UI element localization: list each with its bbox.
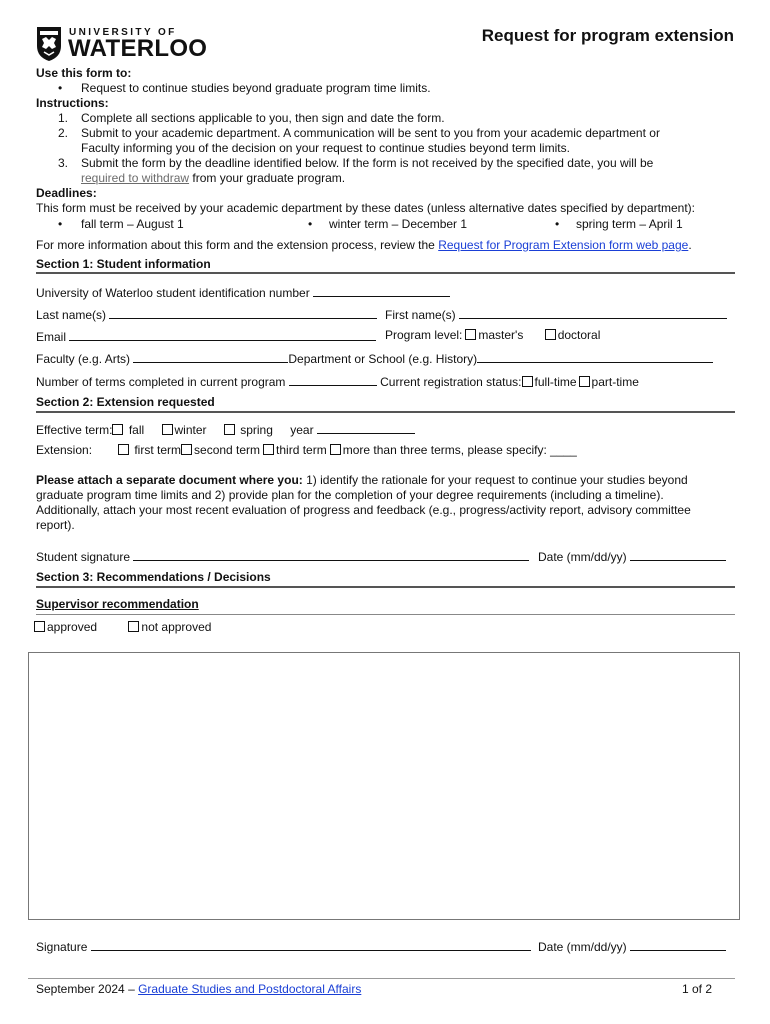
last-name-label: Last name(s) [36,308,107,322]
third-term-label: third term [276,443,327,457]
section-divider [36,614,735,615]
first-term-checkbox[interactable] [118,444,129,455]
deadlines-text: This form must be received by your academic department by these dates (unless alternative dates specified by department): [36,201,695,215]
full-time-checkbox[interactable] [522,376,533,387]
more-terms-label: more than three terms, please specify: ____ [342,443,577,457]
bullet-icon: • [308,217,313,231]
deadline-fall: fall term – August 1 [81,217,184,231]
year-label: year [290,423,314,437]
winter-checkbox[interactable] [162,424,173,435]
required-to-withdraw-link[interactable]: required to withdraw [81,171,190,185]
attach-line-2: graduate program time limits and 2) provide plan for the completion of your degree requirements (including a timeline). [36,488,664,502]
use-heading: Use this form to: [36,66,132,80]
step-3-line-1: Submit the form by the deadline identified below. If the form is not received by the specified date, you will be [81,156,654,170]
approved-checkbox[interactable] [34,621,45,632]
student-date-field[interactable] [630,548,726,561]
full-time-label: full-time [534,375,577,389]
program-level-row [385,328,600,343]
section-2-heading: Section 2: Extension requested [36,395,215,409]
section-divider [36,411,735,413]
first-name-label: First name(s) [385,308,456,322]
not-approved-label: not approved [141,620,212,634]
more-info-end: . [688,238,692,252]
department-field[interactable] [477,350,713,363]
third-term-checkbox[interactable] [263,444,274,455]
page-number: 1 of 2 [682,982,713,996]
first-name-field[interactable] [459,306,727,319]
email-label: Email [36,330,67,344]
attach-line-4: report). [36,518,75,532]
gspa-link[interactable]: Graduate Studies and Postdoctoral Affairs [138,982,362,996]
step-number: 2. [58,126,69,140]
section-divider [36,272,735,274]
first-name-row [385,306,727,323]
second-term-label: second term [194,443,261,457]
student-signature-label: Student signature [36,550,131,564]
part-time-label: part-time [591,375,639,389]
bullet-icon: • [58,81,63,95]
step-2-line-1: Submit to your academic department. A communication will be sent to you from your academic department or [81,126,660,140]
crest-icon [36,26,62,62]
footer-date: September 2024 – [36,982,139,996]
attach-text-1: 1) identify the rationale for your request to continue your studies beyond [302,473,688,487]
doctoral-checkbox[interactable] [545,329,556,340]
email-field[interactable] [69,328,376,341]
supervisor-heading: Supervisor recommendation [36,597,199,611]
spring-label: spring [240,423,273,437]
student-id-row [36,284,450,301]
year-field[interactable] [317,421,415,434]
step-2-line-2: Faculty informing you of the decision on your request to continue studies beyond term limits. [81,141,570,155]
approved-label: approved [47,620,98,634]
section-divider [36,586,735,588]
signature-row [36,938,531,955]
step-3-tail: from your graduate program. [189,171,346,185]
reg-status-label: Current registration status: [380,375,522,389]
logo-waterloo: WATERLOO [68,35,208,62]
bullet-icon: • [555,217,560,231]
effective-term-label: Effective term: [36,423,113,437]
faculty-field[interactable] [133,350,288,363]
terms-completed-field[interactable] [289,373,377,386]
email-row [36,328,376,345]
more-info [36,238,692,253]
student-date-label: Date (mm/dd/yy) [538,550,627,564]
supervisor-comments-box[interactable] [28,652,740,920]
doctoral-label: doctoral [557,328,601,342]
terms-completed-label: Number of terms completed in current program [36,375,286,389]
supervisor-options [34,620,211,635]
faculty-row [36,350,713,367]
fall-label: fall [128,423,145,437]
extension-label: Extension: [36,443,93,457]
first-term-label: first term [134,443,182,457]
last-name-field[interactable] [109,306,377,319]
more-terms-checkbox[interactable] [330,444,341,455]
student-id-field[interactable] [313,284,450,297]
attach-bold: Please attach a separate document where you: [36,473,303,487]
attach-line-3: Additionally, attach your most recent evaluation of progress and feedback (e.g., progress/activity report, advisory committee [36,503,691,517]
footer-divider [28,978,735,979]
more-info-text: For more information about this form and the extension process, review the [36,238,439,252]
deadline-winter: winter term – December 1 [329,217,468,231]
last-name-row [36,306,377,323]
masters-label: master's [478,328,524,342]
masters-checkbox[interactable] [465,329,476,340]
signature-field[interactable] [91,938,531,951]
step-number: 1. [58,111,69,125]
instructions-heading: Instructions: [36,96,109,110]
student-signature-field[interactable] [133,548,529,561]
step-3-line-2 [81,171,345,186]
signature-label: Signature [36,940,88,954]
student-signature-row [36,548,529,565]
signature-date-field[interactable] [630,938,726,951]
second-term-checkbox[interactable] [181,444,192,455]
not-approved-checkbox[interactable] [128,621,139,632]
effective-term-row [36,421,415,438]
use-item: Request to continue studies beyond graduate program time limits. [81,81,431,95]
footer-text [36,982,361,997]
student-date-row [538,548,726,565]
deadlines-heading: Deadlines: [36,186,97,200]
faculty-label: Faculty (e.g. Arts) [36,352,131,366]
signature-date-label: Date (mm/dd/yy) [538,940,627,954]
step-1: Complete all sections applicable to you, then sign and date the form. [81,111,445,125]
step-number: 3. [58,156,69,170]
section-3-heading: Section 3: Recommendations / Decisions [36,570,271,584]
department-label: Department or School (e.g. History) [288,352,478,366]
bullet-icon: • [58,217,63,231]
extension-web-page-link[interactable]: Request for Program Extension form web page [438,238,689,252]
extension-options [118,443,577,458]
university-logo [36,26,208,66]
fall-checkbox[interactable] [112,424,123,435]
program-level-label: Program level: [385,328,463,342]
signature-date-row [538,938,726,955]
terms-row [36,373,639,390]
page-title: Request for program extension [481,26,734,45]
deadline-spring: spring term – April 1 [576,217,683,231]
winter-label: winter [174,423,207,437]
logo-university-of: UNIVERSITY OF [69,27,177,38]
part-time-checkbox[interactable] [579,376,590,387]
student-id-label: University of Waterloo student identification number [36,286,310,300]
section-1-heading: Section 1: Student information [36,257,211,271]
attach-line-1 [36,473,688,488]
spring-checkbox[interactable] [224,424,235,435]
